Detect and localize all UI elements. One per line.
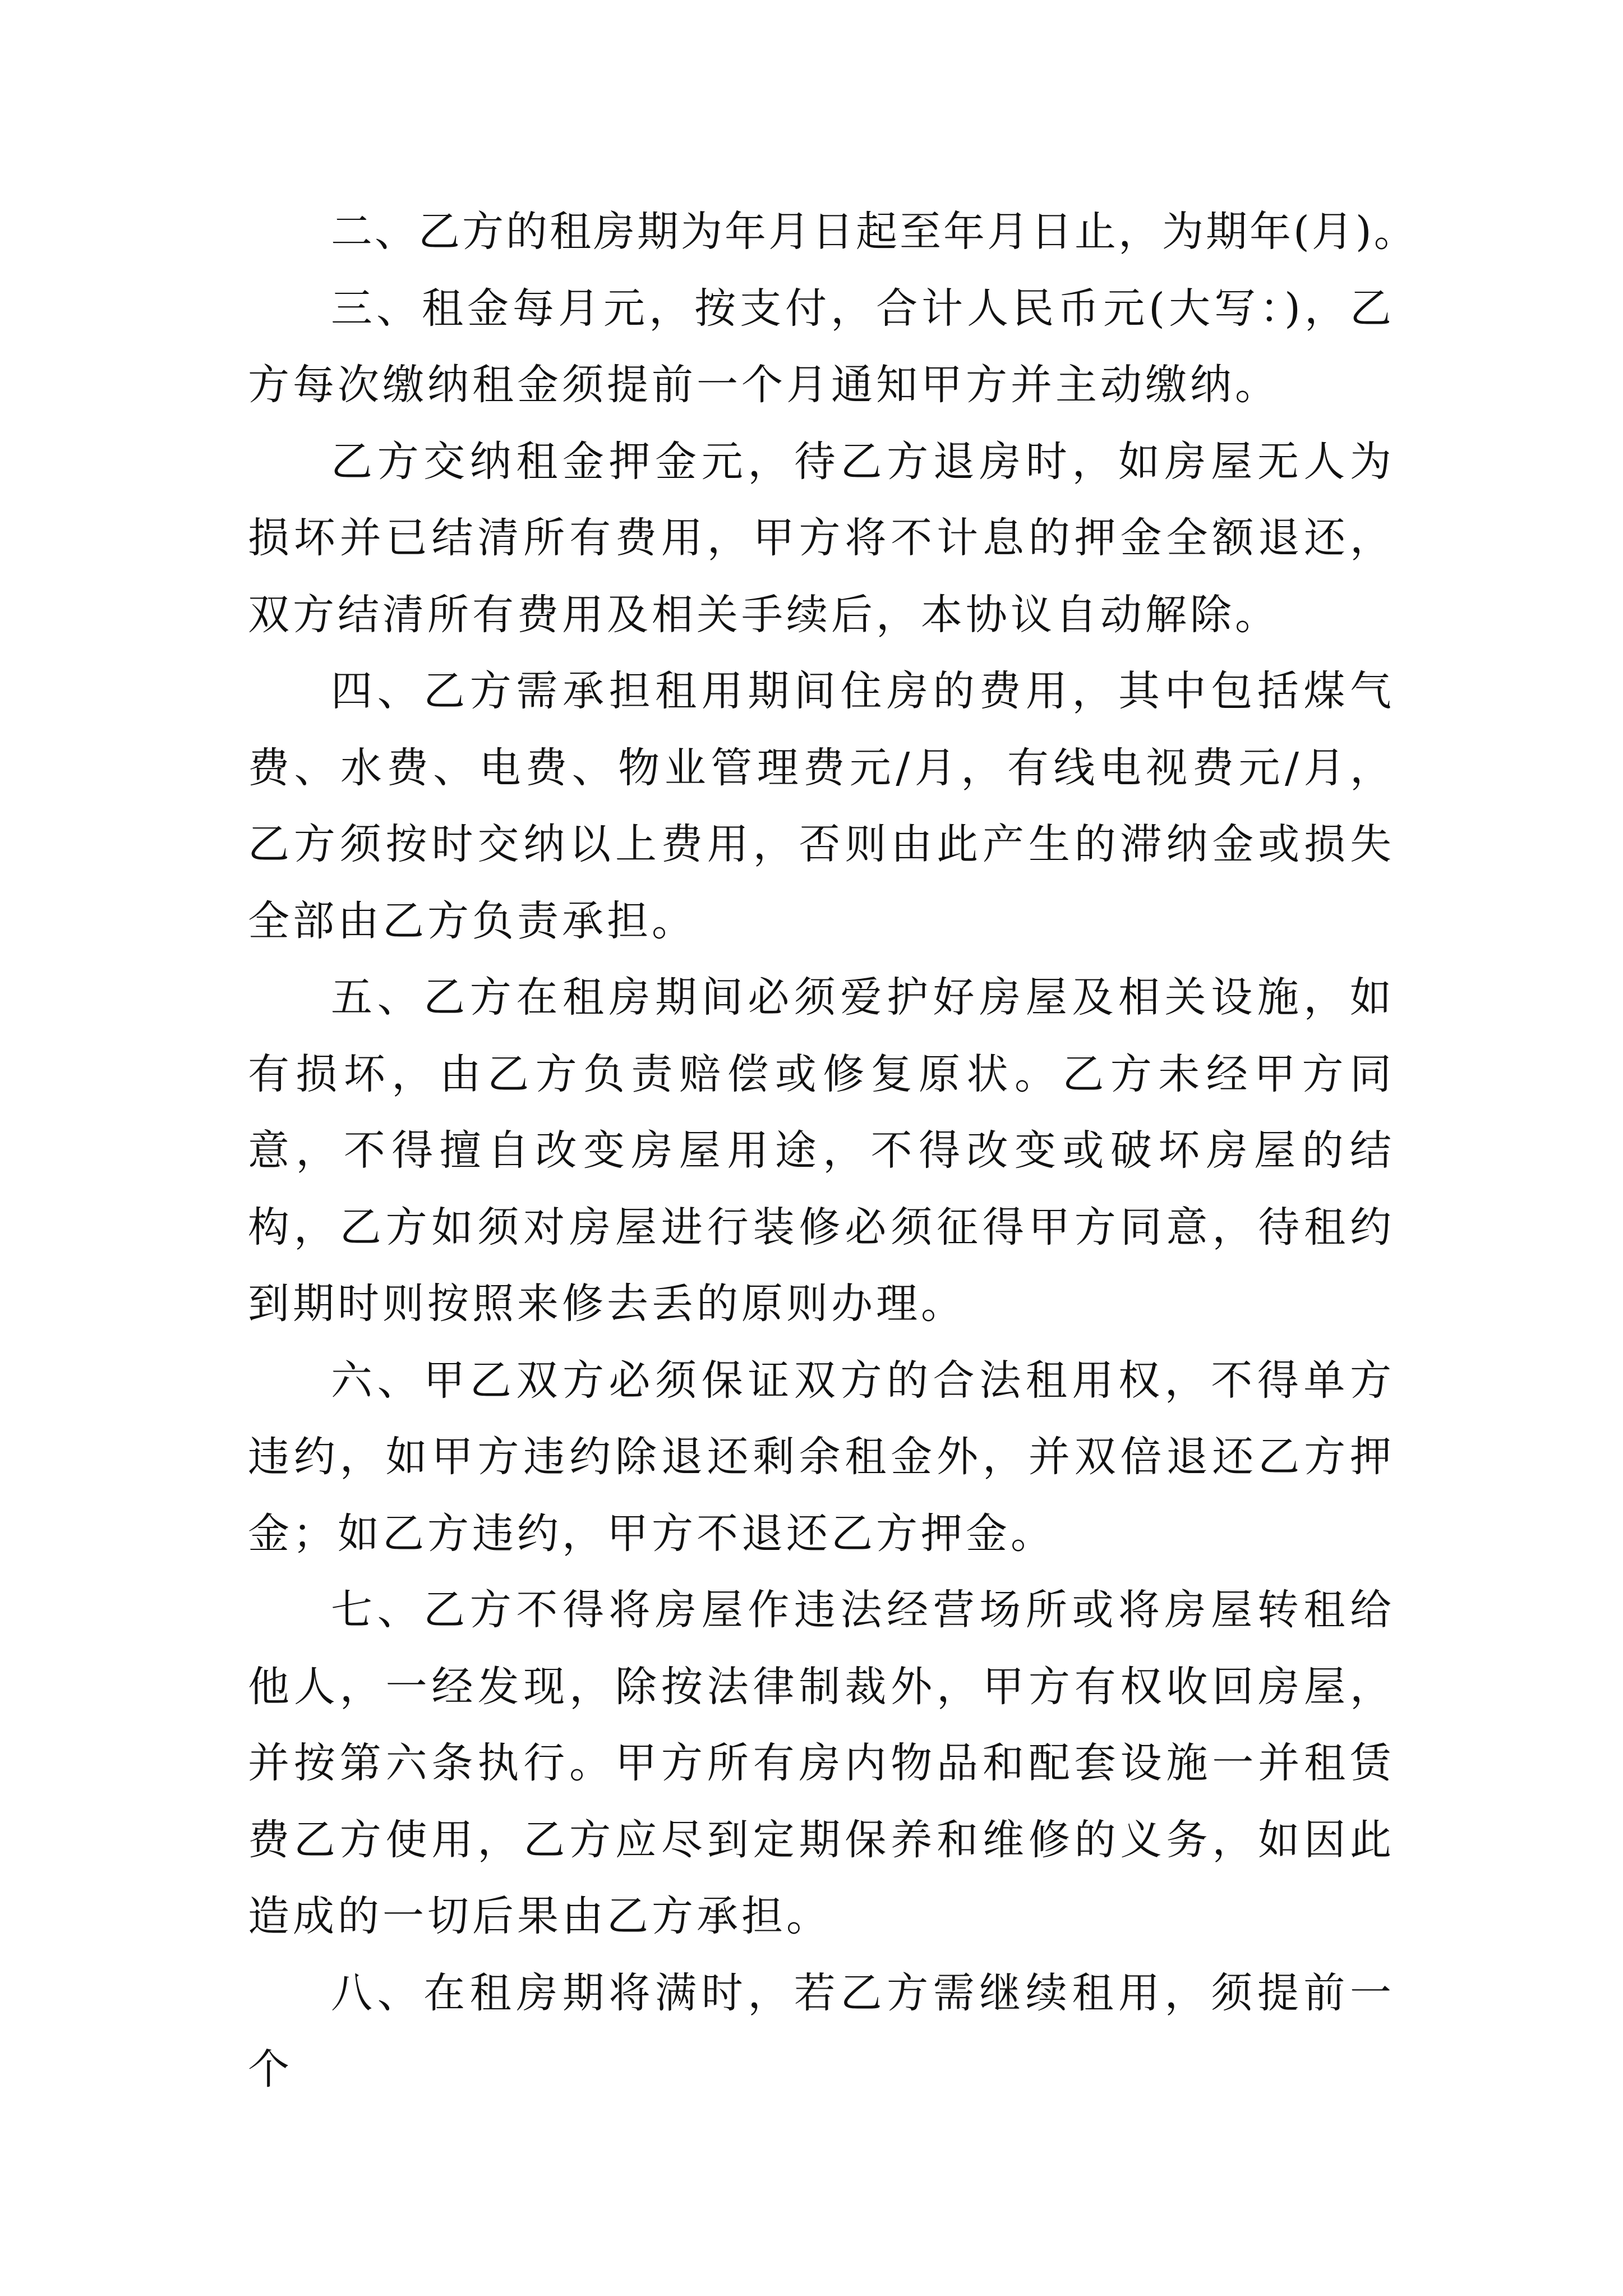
- clause-3-rent-payment: 三、租金每月元，按支付，合计人民币元(大写：)，乙方每次缴纳租金须提前一个月通知甲方并主动缴纳。: [248, 284, 1395, 409]
- clause-7-subletting: 七、乙方不得将房屋作违法经营场所或将房屋转租给他人，一经发现，除按法律制裁外，甲方有权收回房屋，并按第六条执行。甲方所有房内物品和配套设施一并租赁费乙方使用，乙方应尽到定期保养和维修的义务，如因此造成的一切后果由乙方承担。: [248, 1586, 1395, 1940]
- clause-2-rental-period: 二、乙方的租房期为年月日起至年月日止，为期年(月)。: [331, 208, 1418, 256]
- clause-5-property-care: 五、乙方在租房期间必须爱护好房屋及相关设施，如有损坏，由乙方负责赔偿或修复原状。乙方未经甲方同意，不得擅自改变房屋用途，不得改变或破坏房屋的结构，乙方如须对房屋进行装修必须征得甲方同意，待租约到期时则按照来修去丢的原则办理。: [248, 973, 1395, 1328]
- clause-6-breach: 六、甲乙双方必须保证双方的合法租用权，不得单方违约，如甲方违约除退还剩余租金外，并双倍退还乙方押金；如乙方违约，甲方不退还乙方押金。: [248, 1356, 1395, 1558]
- clause-8-renewal: 八、在租房期将满时，若乙方需继续租用，须提前一个: [248, 1968, 1395, 2093]
- clause-4-utility-fees: 四、乙方需承担租用期间住房的费用，其中包括煤气费、水费、电费、物业管理费元/月，有线电视费元/月，乙方须按时交纳以上费用，否则由此产生的滞纳金或损失全部由乙方负责承担。: [248, 667, 1395, 945]
- clause-3-deposit: 乙方交纳租金押金元，待乙方退房时，如房屋无人为损坏并已结清所有费用，甲方将不计息的押金全额退还，双方结清所有费用及相关手续后，本协议自动解除。: [248, 437, 1395, 639]
- contract-body: [248, 194, 1418, 2108]
